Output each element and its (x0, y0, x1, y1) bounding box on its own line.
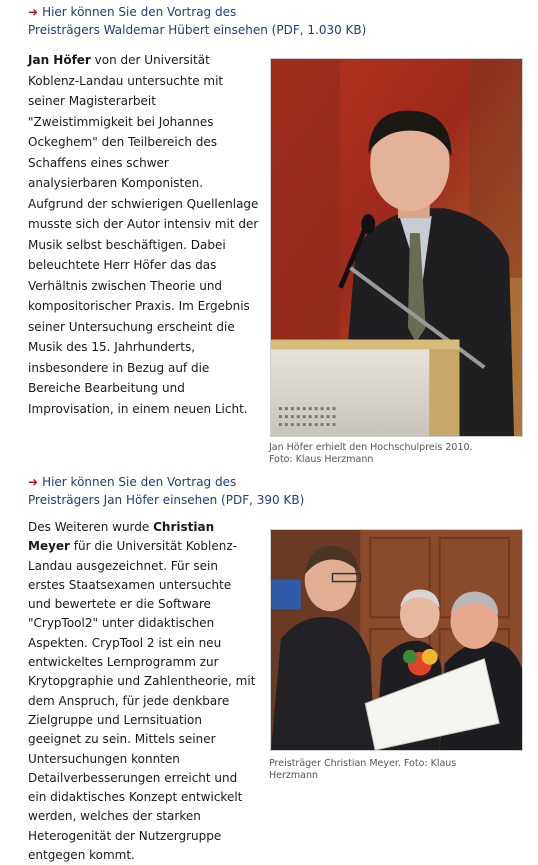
caption-jan-hoefer (269, 442, 524, 466)
link-vortrag-hoefer-line2[interactable]: Preisträgers Jan Höfer einsehen (PDF, 390 KB) (28, 493, 305, 507)
caption-christian-meyer-line1: Preisträger Christian Meyer. Foto: Klaus (269, 758, 457, 769)
photo-jan-hoefer (270, 58, 523, 437)
link-vortrag-hoefer[interactable] (28, 473, 448, 509)
caption-jan-hoefer-line2: Foto: Klaus Herzmann (269, 454, 374, 465)
caption-jan-hoefer-line1: Jan Höfer erhielt den Hochschulpreis 2010. (269, 442, 473, 453)
photo-christian-meyer (270, 529, 523, 751)
name-christian-meyer: Christian Meyer (28, 520, 215, 554)
link-vortrag-huebert-line2[interactable]: Preisträgers Waldemar Hübert einsehen (PDF, 1.030 KB) (28, 23, 367, 37)
paragraph-christian-meyer-text: für die Universität Koblenz-Landau ausgezeichnet. Für sein erstes Staatsexamen untersuchte und bewertete er die Software "CrypTool2" unter didaktischen Aspekten. CrypTool 2 ist ein neu entwickeltes Lernprogramm zur Krytopgraphie und Zahlentheorie, mit dem Anspruch, für jede denkbare Zielgruppe und Lernsituation geeignet zu sein. Mittels seiner Untersuchungen konnten Detailverbesserungen erreicht und ein didaktisches Konzept entwickelt werden, welches der starken Heterogenität der Nutzergruppe entgegen kommt. (28, 539, 256, 863)
link-vortrag-huebert[interactable] (28, 3, 448, 39)
arrow-right-icon: ➜ (28, 475, 39, 489)
caption-christian-meyer-line2: Herzmann (269, 770, 318, 781)
link-vortrag-hoefer-line1[interactable]: Hier können Sie den Vortrag des (42, 475, 237, 489)
name-jan-hoefer: Jan Höfer (28, 53, 91, 67)
paragraph-jan-hoefer-text: von der Universität Koblenz-Landau untersuchte mit seiner Magisterarbeit "Zweistimmigkeit bei Johannes Ockeghem" den Teilbereich des Schaffens eines schwer analysierbaren Komponisten. Aufgrund der schwierigen Quellenlage musste sich der Autor intensiv mit der Musik selbst beschäftigen. Dabei beleuchtete Herr Höfer das das Verhältnis zwischen Theorie und kompositorischer Praxis. Im Ergebnis seiner Untersuchung erscheint die Musik des 15. Jahrhunderts, insbesondere in Bezug auf die Bereiche Bearbeitung und Improvisation, in einem neuen Licht. (28, 53, 259, 416)
caption-christian-meyer (269, 758, 524, 782)
paragraph-christian-meyer-intro: Des Weiteren wurde (28, 520, 154, 534)
link-vortrag-huebert-line1[interactable]: Hier können Sie den Vortrag des (42, 5, 237, 19)
paragraph-jan-hoefer (28, 50, 260, 419)
arrow-right-icon: ➜ (28, 5, 39, 19)
paragraph-christian-meyer (28, 518, 256, 865)
